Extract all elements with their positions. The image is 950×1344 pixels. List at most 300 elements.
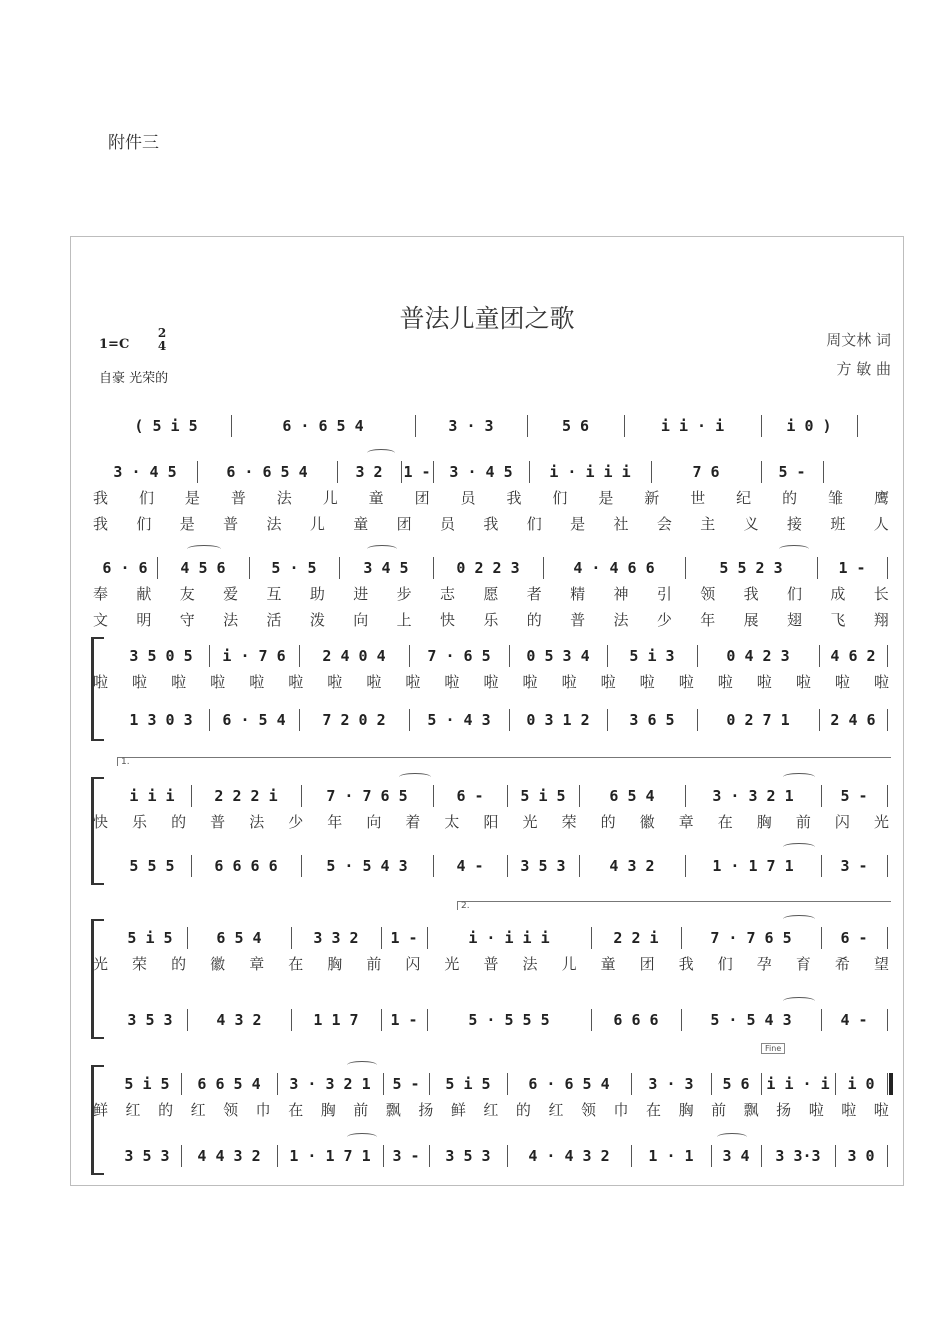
measure: 6 · 6 5 4 [226, 463, 308, 481]
lyric-char: 法 [223, 611, 239, 629]
barline [887, 927, 888, 949]
notation-row [71, 925, 903, 951]
slur [783, 997, 815, 1005]
lyric-char: 长 [873, 585, 889, 603]
lyric-char: 光 [522, 813, 538, 831]
measure: 5 6 [561, 417, 590, 435]
lyric-char: 法 [266, 515, 282, 533]
lyric-char: 胸 [678, 1101, 694, 1119]
lyric-char: 快 [93, 813, 109, 831]
lyric-char: 普 [210, 813, 226, 831]
lyric-char: 啦 [795, 673, 811, 691]
lyric-char: 前 [795, 813, 811, 831]
lyric-char: 是 [184, 489, 200, 507]
measure: 5 6 [722, 1075, 750, 1093]
lyric-char: 员 [460, 489, 476, 507]
lyric-char: 我 [743, 585, 759, 603]
lyric-char: 飘 [385, 1101, 401, 1119]
lyric-char: 领 [700, 585, 716, 603]
measure: i 0 ) [786, 417, 832, 435]
notation-row [71, 783, 903, 809]
lyric-char: 守 [179, 611, 195, 629]
measure: 6 · 6 5 4 [282, 417, 364, 435]
lyric-char: 巾 [255, 1101, 271, 1119]
lyric-line [93, 953, 889, 975]
final-barline [889, 1073, 893, 1095]
measure: 5 · 5 4 3 [710, 1011, 792, 1029]
lyric-char: 啦 [327, 673, 343, 691]
lyric-char: 啦 [444, 673, 460, 691]
measure: i · i i i [468, 929, 550, 947]
lyric-char: 啦 [678, 673, 694, 691]
lyric-char: 啦 [171, 673, 187, 691]
tempo-marking: 自豪 光荣的 [99, 371, 169, 386]
slur [783, 915, 815, 923]
measure: 1 - [403, 463, 431, 481]
lyric-char: 啦 [483, 673, 499, 691]
measure: 4 3 2 [216, 1011, 262, 1029]
measure: 4 - [840, 1011, 868, 1029]
measure: 0 3 1 2 [526, 711, 590, 729]
measure: i · i i i [549, 463, 631, 481]
barline [887, 557, 888, 579]
lyric-char: 希 [834, 955, 850, 973]
lyric-char: 步 [396, 585, 412, 603]
lyric-char: 闪 [405, 955, 421, 973]
measure: 3 6 5 [629, 711, 675, 729]
lyric-char: 的 [782, 489, 798, 507]
barline [887, 855, 888, 877]
lyric-char: 活 [266, 611, 282, 629]
lyric-char: 我 [93, 515, 109, 533]
lyric-char: 爱 [223, 585, 239, 603]
measure: 6 · 5 4 [222, 711, 286, 729]
lyric-char: 啦 [561, 673, 577, 691]
lyric-line [93, 671, 889, 693]
barline [857, 415, 858, 437]
lyric-char: 飘 [743, 1101, 759, 1119]
lyric-char: 领 [223, 1101, 239, 1119]
barline [887, 645, 888, 667]
lyric-char: 们 [717, 955, 733, 973]
lyric-char: 社 [613, 515, 629, 533]
lyric-char: 章 [678, 813, 694, 831]
measure: 3 5 0 5 [129, 647, 193, 665]
time-signature [155, 327, 169, 353]
measure: 3 · 3 [448, 417, 494, 435]
lyric-char: 新 [644, 489, 660, 507]
measure: 5 · 5 [271, 559, 317, 577]
measure: 5 - [392, 1075, 420, 1093]
measure: 4 4 3 2 [197, 1147, 261, 1165]
fine-tag: Fine [761, 1043, 785, 1054]
lyric-char: 是 [179, 515, 195, 533]
measure: 2 2 2 i [214, 787, 278, 805]
lyric-char: 红 [190, 1101, 206, 1119]
notation-row [71, 643, 903, 669]
lyric-char: 着 [405, 813, 421, 831]
lyric-char: 互 [266, 585, 282, 603]
barline [887, 1073, 888, 1095]
measure: 3 4 5 [363, 559, 409, 577]
lyric-char: 啦 [132, 673, 148, 691]
lyric-char: 啦 [405, 673, 421, 691]
lyric-char: 们 [526, 515, 542, 533]
slur [717, 1133, 747, 1141]
attachment-label: 附件三 [108, 133, 159, 153]
meter-bottom: 4 [157, 339, 167, 353]
lyric-char: 在 [646, 1101, 662, 1119]
lyric-line [93, 1099, 889, 1121]
lyric-char: 扬 [776, 1101, 792, 1119]
measure: 0 2 7 1 [726, 711, 790, 729]
lyric-char: 愿 [483, 585, 499, 603]
slur [187, 545, 221, 553]
slur [367, 545, 397, 553]
lyric-char: 雏 [828, 489, 844, 507]
notation-row [71, 413, 903, 439]
lyric-char: 太 [444, 813, 460, 831]
lyric-char: 团 [639, 955, 655, 973]
lyric-char: 荣 [132, 955, 148, 973]
lyric-char: 光 [444, 955, 460, 973]
measure: 7 2 0 2 [322, 711, 386, 729]
lyric-char: 童 [600, 955, 616, 973]
slur [783, 773, 815, 781]
lyric-char: 翔 [873, 611, 889, 629]
lyric-char: 鹰 [873, 489, 889, 507]
measure: 0 2 2 3 [456, 559, 520, 577]
lyric-char: 法 [522, 955, 538, 973]
measure: 1 1 7 [313, 1011, 359, 1029]
lyric-char: 啦 [873, 673, 889, 691]
measure: 5 5 2 3 [719, 559, 783, 577]
measure: 3 5 3 [520, 857, 566, 875]
volta-second-ending: 2. [457, 901, 891, 910]
lyric-char: 在 [288, 1101, 304, 1119]
lyricist-credit: 周文林 词 [826, 331, 891, 349]
measure: 7 · 7 6 5 [710, 929, 792, 947]
measure: 6 · 6 [102, 559, 148, 577]
measure: 1 - [390, 1011, 418, 1029]
measure: i i · i [766, 1075, 830, 1093]
notation-row [71, 1071, 903, 1097]
lyric-line [93, 609, 889, 631]
lyric-char: 儿 [561, 955, 577, 973]
measure: 4 · 4 6 6 [573, 559, 655, 577]
lyric-char: 世 [690, 489, 706, 507]
lyric-char: 啦 [249, 673, 265, 691]
lyric-char: 巾 [613, 1101, 629, 1119]
measure: 3 · 3 2 1 [712, 787, 794, 805]
measure: 0 5 3 4 [526, 647, 590, 665]
lyric-char: 人 [873, 515, 889, 533]
slur [347, 1061, 377, 1069]
barline [887, 1145, 888, 1167]
lyric-char: 接 [787, 515, 803, 533]
measure: 2 4 0 4 [322, 647, 386, 665]
lyric-char: 徽 [210, 955, 226, 973]
lyric-char: 的 [171, 813, 187, 831]
song-title: 普法儿童团之歌 [399, 304, 575, 333]
measure: i i i [129, 787, 175, 805]
measure: 5 5 5 [129, 857, 175, 875]
lyric-char: 助 [309, 585, 325, 603]
lyric-char: 向 [366, 813, 382, 831]
lyric-char: 法 [249, 813, 265, 831]
score-frame [70, 236, 904, 1186]
notation-row [71, 1143, 903, 1169]
measure: 5 · 5 5 5 [468, 1011, 550, 1029]
lyric-char: 前 [353, 1101, 369, 1119]
lyric-char: 普 [223, 515, 239, 533]
measure: 5 i 5 [124, 1075, 170, 1093]
lyric-char: 闪 [834, 813, 850, 831]
lyric-char: 的 [526, 611, 542, 629]
measure: 3 2 [355, 463, 383, 481]
lyric-char: 荣 [561, 813, 577, 831]
lyric-char: 明 [136, 611, 152, 629]
lyric-char: 义 [743, 515, 759, 533]
lyric-char: 在 [717, 813, 733, 831]
lyric-char: 胸 [327, 955, 343, 973]
slur [367, 449, 395, 457]
lyric-char: 扬 [418, 1101, 434, 1119]
lyric-char: 的 [158, 1101, 174, 1119]
lyric-char: 普 [570, 611, 586, 629]
notation-row [71, 555, 903, 581]
lyric-char: 徽 [639, 813, 655, 831]
lyric-char: 红 [483, 1101, 499, 1119]
measure: 5 - [778, 463, 806, 481]
measure: 4 - [456, 857, 484, 875]
notation-row [71, 1007, 903, 1033]
lyric-line [93, 583, 889, 605]
barline [887, 709, 888, 731]
meter-top: 2 [157, 326, 167, 340]
lyric-char: 年 [700, 611, 716, 629]
lyric-char: 会 [656, 515, 672, 533]
measure: 0 4 2 3 [726, 647, 790, 665]
lyric-char: 们 [138, 489, 154, 507]
lyric-char: 啦 [522, 673, 538, 691]
measure: i i · i [660, 417, 725, 435]
lyric-char: 是 [598, 489, 614, 507]
measure: 3 4 [722, 1147, 750, 1165]
measure: 5 · 4 3 [427, 711, 491, 729]
lyric-char: 啦 [366, 673, 382, 691]
lyric-char: 引 [656, 585, 672, 603]
lyric-char: 啦 [600, 673, 616, 691]
lyric-char: 啦 [93, 673, 109, 691]
notation-row [71, 707, 903, 733]
lyric-char: 法 [276, 489, 292, 507]
lyric-char: 们 [787, 585, 803, 603]
lyric-char: 飞 [830, 611, 846, 629]
lyric-char: 领 [580, 1101, 596, 1119]
lyric-char: 献 [136, 585, 152, 603]
measure: 6 5 4 [216, 929, 262, 947]
measure: 1 · 1 7 1 [289, 1147, 371, 1165]
measure: 4 5 6 [180, 559, 226, 577]
lyric-char: 少 [288, 813, 304, 831]
measure: 5 i 5 [127, 929, 173, 947]
measure: 3 5 3 [445, 1147, 491, 1165]
measure: 3 - [840, 857, 868, 875]
lyric-char: 前 [711, 1101, 727, 1119]
barline [823, 461, 824, 483]
barline [887, 1009, 888, 1031]
lyric-char: 普 [483, 955, 499, 973]
measure: 7 · 7 6 5 [326, 787, 408, 805]
slur [399, 773, 431, 781]
lyric-char: 普 [230, 489, 246, 507]
lyric-char: 啦 [873, 1101, 889, 1119]
measure: 1 - [390, 929, 418, 947]
lyric-char: 阳 [483, 813, 499, 831]
lyric-char: 上 [396, 611, 412, 629]
measure: 4 3 2 [609, 857, 655, 875]
lyric-char: 们 [136, 515, 152, 533]
lyric-char: 团 [414, 489, 430, 507]
lyric-char: 啦 [639, 673, 655, 691]
lyric-char: 纪 [736, 489, 752, 507]
measure: 4 · 4 3 2 [528, 1147, 610, 1165]
lyric-char: 少 [656, 611, 672, 629]
lyric-char: 者 [526, 585, 542, 603]
lyric-char: 在 [288, 955, 304, 973]
measure: 6 - [456, 787, 484, 805]
measure: 3 3·3 [775, 1147, 821, 1165]
measure: 5 i 3 [629, 647, 675, 665]
lyric-char: 奉 [93, 585, 109, 603]
lyric-line [93, 811, 889, 833]
barline [887, 785, 888, 807]
lyric-char: 翅 [787, 611, 803, 629]
lyric-char: 前 [366, 955, 382, 973]
lyric-char: 进 [353, 585, 369, 603]
composer-credit: 方 敏 曲 [836, 360, 891, 378]
measure: ( 5 i 5 [134, 417, 198, 435]
lyric-char: 啦 [808, 1101, 824, 1119]
lyric-char: 的 [600, 813, 616, 831]
lyric-char: 精 [570, 585, 586, 603]
lyric-char: 孕 [756, 955, 772, 973]
lyric-char: 乐 [483, 611, 499, 629]
lyric-char: 快 [440, 611, 456, 629]
lyric-char: 啦 [841, 1101, 857, 1119]
measure: 5 i 5 [445, 1075, 491, 1093]
measure: 6 6 6 [613, 1011, 659, 1029]
measure: 2 4 6 [830, 711, 876, 729]
lyric-char: 成 [830, 585, 846, 603]
lyric-char: 团 [396, 515, 412, 533]
lyric-char: 红 [125, 1101, 141, 1119]
measure: 5 · 5 4 3 [326, 857, 408, 875]
measure: 3 0 [847, 1147, 875, 1165]
lyric-char: 员 [440, 515, 456, 533]
measure: 3 3 2 [313, 929, 359, 947]
lyric-char: 们 [552, 489, 568, 507]
measure: 6 6 6 6 [214, 857, 278, 875]
lyric-char: 文 [93, 611, 109, 629]
volta-first-ending: 1. [117, 757, 891, 766]
lyric-char: 啦 [288, 673, 304, 691]
lyric-char: 我 [93, 489, 109, 507]
slur [347, 1133, 377, 1141]
measure: 3 · 4 5 [113, 463, 177, 481]
slur [783, 843, 815, 851]
lyric-char: 胸 [320, 1101, 336, 1119]
lyric-char: 法 [613, 611, 629, 629]
measure: 7 · 6 5 [427, 647, 491, 665]
lyric-char: 班 [830, 515, 846, 533]
measure: 5 i 5 [520, 787, 566, 805]
lyric-char: 啦 [717, 673, 733, 691]
lyric-line [93, 487, 889, 509]
measure: 1 · 1 7 1 [712, 857, 794, 875]
measure: 3 - [392, 1147, 420, 1165]
measure: 1 - [838, 559, 866, 577]
measure: 4 6 2 [830, 647, 876, 665]
notation-row [71, 459, 903, 485]
lyric-char: 光 [873, 813, 889, 831]
lyric-char: 展 [743, 611, 759, 629]
lyric-char: 我 [506, 489, 522, 507]
lyric-char: 胸 [756, 813, 772, 831]
lyric-char: 啦 [210, 673, 226, 691]
measure: 6 5 4 [609, 787, 655, 805]
lyric-char: 乐 [132, 813, 148, 831]
measure: 1 · 1 [648, 1147, 694, 1165]
lyric-char: 啦 [756, 673, 772, 691]
measure: 6 · 6 5 4 [528, 1075, 610, 1093]
lyric-char: 望 [873, 955, 889, 973]
measure: 1 3 0 3 [129, 711, 193, 729]
measure: 6 - [840, 929, 868, 947]
lyric-char: 我 [483, 515, 499, 533]
lyric-char: 我 [678, 955, 694, 973]
lyric-char: 主 [700, 515, 716, 533]
lyric-char: 向 [353, 611, 369, 629]
lyric-char: 章 [249, 955, 265, 973]
lyric-char: 光 [93, 955, 109, 973]
measure: 7 6 [692, 463, 720, 481]
measure: 3 5 3 [124, 1147, 170, 1165]
measure: i 0 [847, 1075, 875, 1093]
lyric-char: 的 [171, 955, 187, 973]
measure: 3 · 3 [648, 1075, 694, 1093]
lyric-char: 鲜 [450, 1101, 466, 1119]
measure: 5 - [840, 787, 868, 805]
measure: 3 · 3 2 1 [289, 1075, 371, 1093]
key-signature: 1=C [99, 337, 130, 352]
lyric-char: 友 [179, 585, 195, 603]
lyric-char: 的 [515, 1101, 531, 1119]
notation-row [71, 853, 903, 879]
measure: 2 2 i [613, 929, 659, 947]
lyric-char: 啦 [834, 673, 850, 691]
lyric-char: 童 [353, 515, 369, 533]
slur [779, 545, 809, 553]
lyric-char: 鲜 [93, 1101, 109, 1119]
measure: i · 7 6 [222, 647, 286, 665]
lyric-line [93, 513, 889, 535]
measure: 6 6 5 4 [197, 1075, 261, 1093]
lyric-char: 儿 [322, 489, 338, 507]
lyric-char: 泼 [309, 611, 325, 629]
measure: 3 5 3 [127, 1011, 173, 1029]
